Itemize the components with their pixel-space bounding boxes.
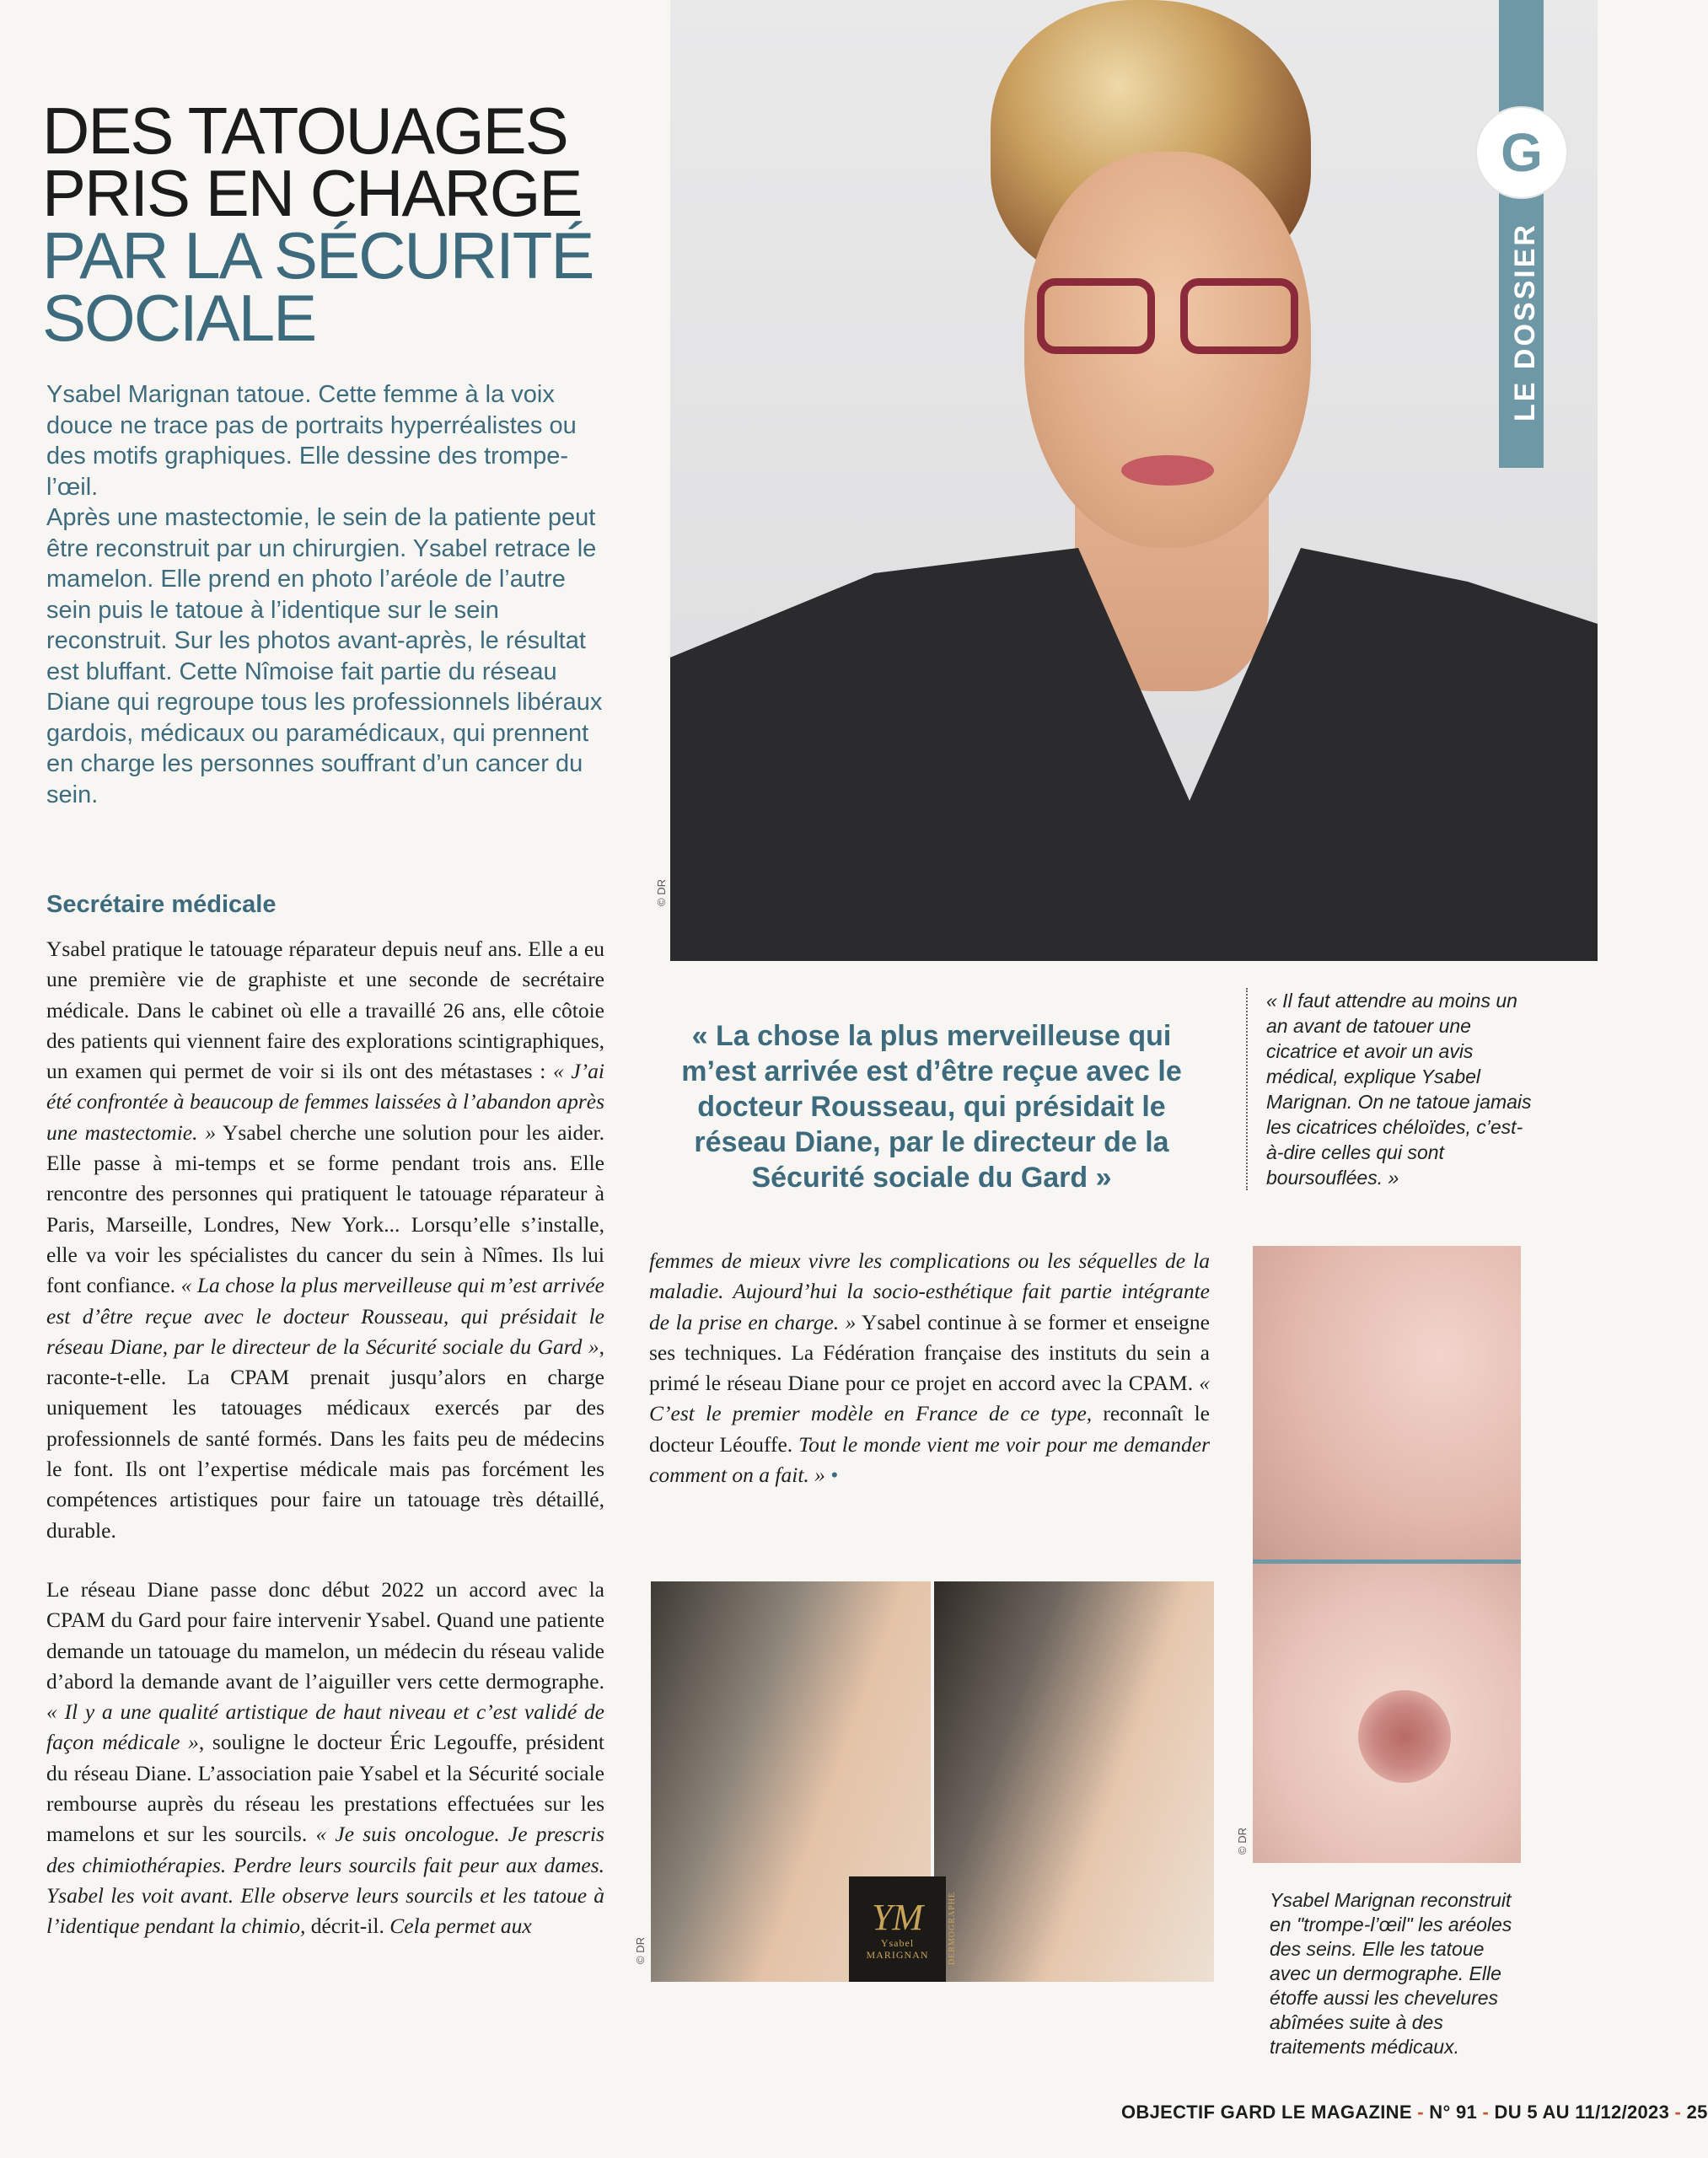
text-run: , souligne le docteur Éric Legouffe, président du réseau Diane. L’association paie Ysabel et la Sécurité sociale rembourse auprès du réseau les prestations effectuées sur les mamelons et sur les sourcils. <box>46 1730 604 1847</box>
quote-run: « La chose la plus merveilleuse qui m’est arrivée est d’être reçue avec le docteur Rousseau, qui présidait le réseau Diane, par le directeur de la Sécurité sociale du Gard » <box>46 1273 604 1359</box>
quote-run: Tout le monde vient me voir pour me demander comment on a fait. » <box>649 1431 1210 1488</box>
pull-quote: « La chose la plus merveilleuse qui m’est arrivée est d’être reçue avec le docteur Rousseau, qui présidait le réseau Diane, par le directeur de la Sécurité sociale du Gard » <box>681 1020 1182 1194</box>
breast-photo-before <box>1253 1246 1521 1562</box>
text-run: Le réseau Diane passe donc début 2022 un accord avec la CPAM du Gard pour faire intervenir Ysabel. Quand une patiente demande un tatouage du mamelon, un médecin du réseau valide d’abord la demande avant de l’aiguiller vers cette dermographe. <box>46 1576 604 1694</box>
body-paragraph <box>46 1575 604 1942</box>
article-intro <box>46 379 611 810</box>
footer-magazine: OBJECTIF GARD LE MAGAZINE <box>1121 2102 1412 2123</box>
page-number: 25 <box>1686 2102 1708 2123</box>
text-run: Ysabel continue à se former et enseigne ses techniques. La Fédération française des instituts du sein a primé le réseau Diane pour ce projet en accord avec la CPAM. <box>649 1309 1210 1396</box>
breast-photo-after <box>1236 1564 1521 1863</box>
photo-caption: Ysabel Marignan reconstruit en "trompe-l’œil" les aréoles des seins. Elle les tatoue avec un dermographe. Elle étoffe aussi les chevelures abîmées suite à des traitements médicaux. <box>1270 1889 1512 2058</box>
portrait-glasses <box>1037 278 1298 354</box>
body-paragraph <box>649 1246 1210 1490</box>
footer-dates: DU 5 AU 11/12/2023 <box>1494 2102 1670 2123</box>
side-quote: « Il faut attendre au moins un an avant de tatouer une cicatrice et avoir un avis médical, explique Ysabel Marignan. On ne tatoue jamais les cicatrices chéloïdes, c’est-à-dire celles qui sont boursouflées. » <box>1246 988 1536 1190</box>
quote-run: « Il y a une qualité artistique de haut niveau et c’est validé de façon médicale » <box>46 1699 604 1755</box>
section-heading: Secrétaire médicale <box>46 891 277 918</box>
text-run: Ysabel pratique le tatouage réparateur depuis neuf ans. Elle a eu une première vie de graphiste et une seconde de secrétaire médicale. Dans le cabinet où elle a travaillé 26 ans, elle côtoie des patients qui viennent faire des explorations scintigraphiques, un examen qui permet de voir si ils ont des métastases : <box>46 937 604 1084</box>
title-line-3: PAR LA SÉCURITÉ <box>42 218 594 293</box>
article-title <box>42 94 632 355</box>
text-run: décrit-il. <box>305 1914 390 1939</box>
portrait-credit: © DR <box>655 879 668 906</box>
text-run: reconnaît le docteur Léouffe. <box>649 1401 1210 1457</box>
eyebrow-before-after-photos <box>651 1581 1214 1982</box>
footer-separator: - <box>1669 2102 1687 2123</box>
body-paragraph <box>46 934 604 1546</box>
magazine-badge-icon: G <box>1477 108 1566 197</box>
footer-issue: N° 91 <box>1429 2102 1478 2123</box>
quote-run: « Je suis oncologue. Je prescris des chimiothérapies. Perdre leurs sourcils fait peur aux dames. Ysabel les voit avant. Elle observe leurs sourcils et les tatoue à l’identique pendant la chimio, <box>46 1822 604 1939</box>
section-tab-label: LE DOSSIER <box>1509 223 1541 421</box>
title-line-2: PRIS EN CHARGE <box>42 156 582 230</box>
title-line-1: DES TATOUAGES <box>42 94 567 168</box>
quote-run: « J’ai été confrontée à beaucoup de femmes laissées à l’abandon après une mastectomie. » <box>46 1059 604 1145</box>
body-column-1 <box>46 934 604 1942</box>
portrait-photo <box>655 0 1598 957</box>
profile-photo-after <box>934 1581 1214 1982</box>
footer-separator: - <box>1477 2102 1495 2123</box>
intro-paragraph-2: Après une mastectomie, le sein de la patiente peut être reconstruit par un chirurgien. Ysabel retrace le mamelon. Elle prend en photo l’aréole de l’autre sein puis le tatoue à l’identique sur le sein reconstruit. Sur les photos avant-après, le résultat est bluffant. Cette Nîmoise fait partie du réseau Diane qui regroupe tous les professionnels libéraux gardois, médicaux ou paramédicaux, qui prennent en charge les personnes souffrant d’un cancer du sein. <box>46 504 603 808</box>
dermographe-logo <box>849 1876 957 1982</box>
areola-tattoo <box>1358 1690 1451 1783</box>
footer-separator: - <box>1411 2102 1430 2123</box>
quote-run: Cela permet aux <box>389 1914 532 1939</box>
title-line-4: SOCIALE <box>42 281 316 355</box>
portrait-lips <box>1121 455 1214 486</box>
quote-run: « C’est le premier modèle en France de ce type, <box>649 1371 1210 1426</box>
breast-photo-credit: © DR <box>1236 1828 1249 1855</box>
intro-paragraph-1: Ysabel Marignan tatoue. Cette femme à la voix douce ne trace pas de portraits hyperréalistes ou des motifs graphiques. Elle dessine des trompe-l’œil. <box>46 381 577 501</box>
body-column-2 <box>649 1246 1210 1490</box>
logo-last-name: MARIGNAN <box>866 1948 929 1961</box>
end-mark: • <box>824 1463 839 1488</box>
logo-monogram: YM <box>871 1896 924 1938</box>
text-run: Ysabel cherche une solution pour les aider. Elle passe à mi-temps et se forme pendant trois ans. Elle rencontre des personnes qui pratiquent le tatouage réparateur à Paris, Marseille, Londres, New York... Lorsqu’elle s’installe, elle va voir les spécialistes du cancer du sein à Nîmes. Ils lui font confiance. <box>46 1119 605 1298</box>
text-run: , raconte-t-elle. La CPAM prenait jusqu’alors en charge uniquement les tatouages médicaux exercés par des professionnels de santé formés. Dans les faits peu de médecins le font. Ils ont l’expertise médicale mais pas forcément les compétences artistiques pour faire un tatouage très détaillé, durable. <box>46 1334 604 1543</box>
logo-first-name: Ysabel <box>880 1936 915 1949</box>
page-footer <box>1121 2102 1708 2123</box>
faces-photo-credit: © DR <box>634 1937 647 1964</box>
logo-side-text: DERMOGRAPHE <box>948 1892 957 1966</box>
quote-run: femmes de mieux vivre les complications ou les séquelles de la maladie. Aujourd’hui la socio-esthétique fait partie intégrante de la prise en charge. » <box>649 1248 1210 1334</box>
